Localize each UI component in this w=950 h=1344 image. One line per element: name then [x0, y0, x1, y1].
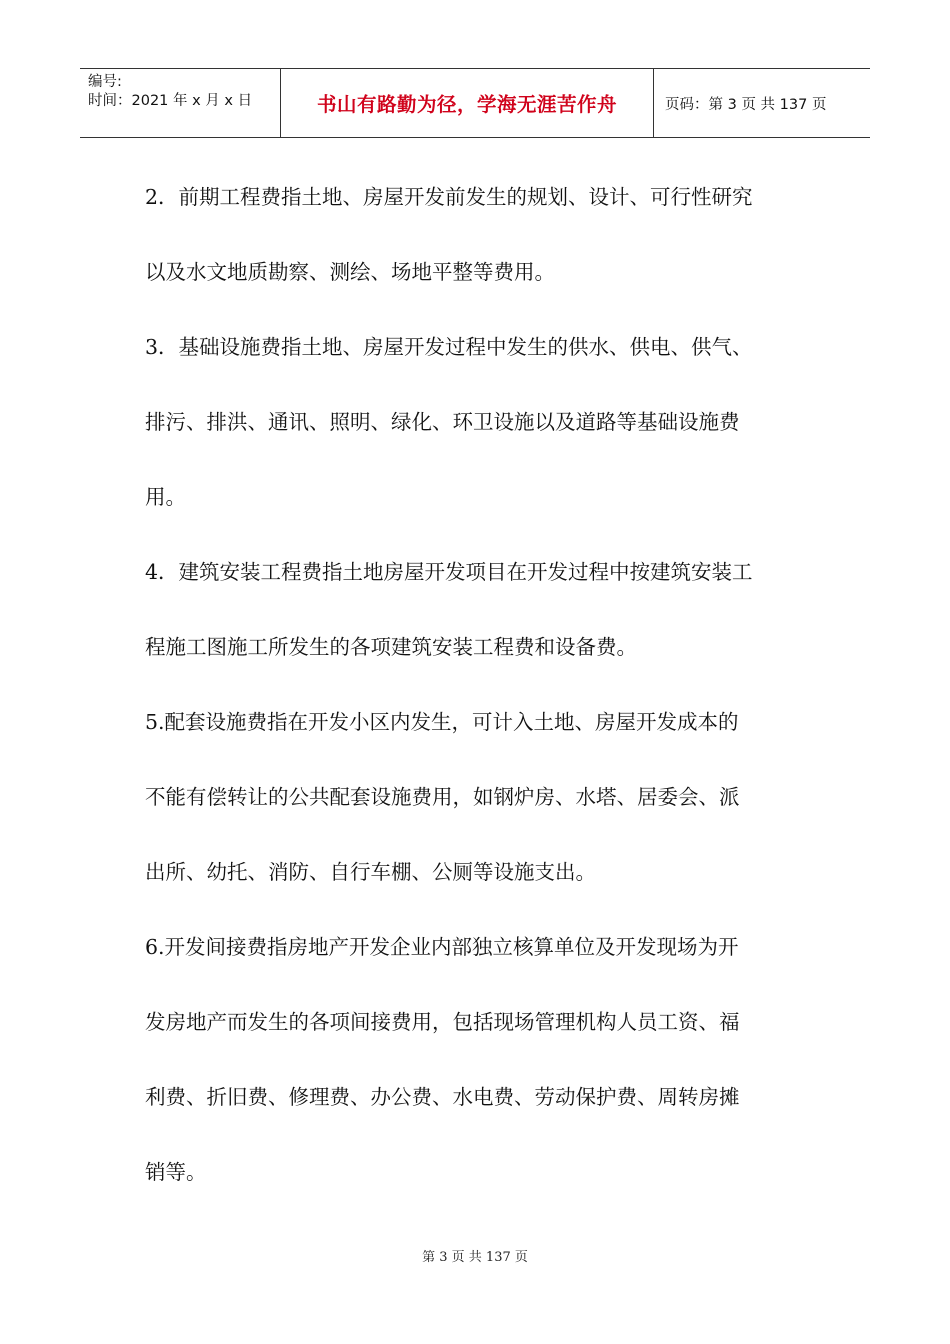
body-line: 程施工图施工所发生的各项建筑安装工程费和设备费。	[145, 635, 637, 659]
body-line: 用。	[145, 485, 186, 509]
header-meta-cell	[80, 69, 281, 137]
body-line: 出所、幼托、消防、自行车棚、公厕等设施支出。	[145, 860, 596, 884]
header-motto: 书山有路勤为径，学海无涯苦作舟	[281, 69, 654, 137]
document-number-label: 编号:	[88, 74, 122, 90]
body-line: 排污、排洪、通讯、照明、绿化、环卫设施以及道路等基础设施费	[145, 410, 740, 434]
document-body	[145, 160, 810, 1210]
document-date: 时间：2021 年 x 月 x 日	[88, 93, 253, 109]
body-line: 销等。	[145, 1160, 207, 1184]
body-line: 3．基础设施费指土地、房屋开发过程中发生的供水、供电、供气、	[145, 335, 753, 359]
body-line: 4．建筑安装工程费指土地房屋开发项目在开发过程中按建筑安装工	[145, 560, 753, 584]
body-line: 利费、折旧费、修理费、办公费、水电费、劳动保护费、周转房摊	[145, 1085, 740, 1109]
body-line: 5.配套设施费指在开发小区内发生，可计入土地、房屋开发成本的	[145, 710, 739, 734]
header-page-info: 页码：第 3 页 共 137 页	[665, 96, 827, 113]
document-header	[80, 68, 870, 138]
body-line: 以及水文地质勘察、测绘、场地平整等费用。	[145, 260, 555, 284]
body-line: 2．前期工程费指土地、房屋开发前发生的规划、设计、可行性研究	[145, 185, 753, 209]
body-line: 不能有偿转让的公共配套设施费用，如钢炉房、水塔、居委会、派	[145, 785, 740, 809]
body-line: 6.开发间接费指房地产开发企业内部独立核算单位及开发现场为开	[145, 935, 739, 959]
body-line: 发房地产而发生的各项间接费用，包括现场管理机构人员工资、福	[145, 1010, 740, 1034]
page-footer: 第 3 页 共 137 页	[422, 1250, 528, 1265]
